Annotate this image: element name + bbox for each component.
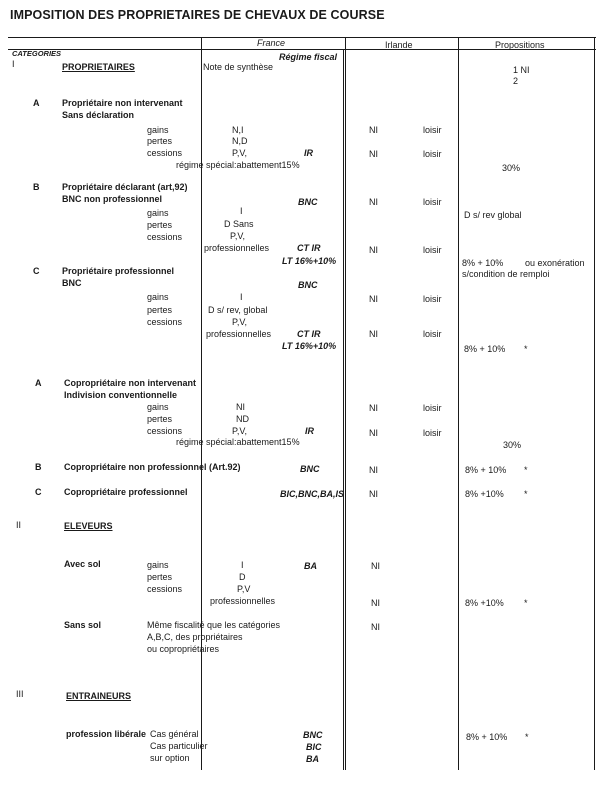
category-label: BNC non professionnel (62, 194, 163, 204)
category-label: Avec sol (64, 559, 101, 569)
proposition-text: 30% (503, 440, 522, 450)
row-value: N,I (232, 125, 244, 135)
row-label: pertes (147, 220, 173, 230)
irlande-value: NI (371, 622, 380, 632)
irlande-value: loisir (423, 245, 442, 255)
irlande-value: loisir (423, 125, 442, 135)
header-propositions: Propositions (495, 40, 545, 50)
category-label: Copropriétaire non professionnel (Art.92) (64, 462, 241, 472)
row-label: professionnelles (210, 596, 276, 606)
row-label: cessions (147, 584, 183, 594)
irlande-value: NI (371, 561, 380, 571)
row-value: I (241, 560, 244, 570)
proposition-text: 8% + 10% (462, 258, 504, 268)
section-number: III (16, 689, 24, 699)
category-label: profession libérale (66, 729, 147, 739)
note-synthese: Note de synthèse (203, 62, 274, 72)
category-label: Sans déclaration (62, 110, 135, 120)
page-title: IMPOSITION DES PROPRIETAIRES DE CHEVAUX DE COURSE (10, 8, 385, 22)
row-value: NI (236, 402, 245, 412)
row-label: cessions (147, 426, 183, 436)
header-categories: CATEGORIES (12, 49, 62, 58)
row-value: D Sans (224, 219, 254, 229)
regime-value: LT 16%+10% (282, 256, 337, 266)
table-top-border (8, 37, 596, 38)
proposition-text: 1 NI (513, 65, 530, 75)
asterisk: * (524, 489, 528, 499)
proposition-text: 2 (513, 76, 519, 86)
proposition-text: s/condition de remploi (462, 269, 550, 279)
header-irlande: Irlande (385, 40, 413, 50)
regime-value: IR (304, 148, 313, 158)
regime-value: BNC (303, 730, 323, 740)
row-value: P,V, (232, 148, 248, 158)
row-label: pertes (147, 414, 173, 424)
irlande-value: NI (369, 294, 378, 304)
category-letter: B (33, 182, 40, 192)
regime-value: CT IR (297, 329, 321, 339)
asterisk: * (524, 344, 528, 354)
category-letter: C (33, 266, 40, 276)
irlande-value: NI (369, 245, 378, 255)
row-label: sur option (150, 753, 190, 763)
category-letter: B (35, 462, 42, 472)
irlande-value: NI (369, 403, 378, 413)
row-label: gains (147, 402, 169, 412)
category-label: Propriétaire déclarant (art,92) (62, 182, 188, 192)
regime-value: BNC (298, 197, 318, 207)
category-letter: A (35, 378, 42, 388)
category-letter: C (35, 487, 42, 497)
row-label: gains (147, 560, 169, 570)
row-value: N,D (232, 136, 248, 146)
table-right-border (594, 37, 595, 770)
regime-value: BIC (306, 742, 322, 752)
row-label: pertes (147, 572, 173, 582)
section-title: PROPRIETAIRES (62, 62, 135, 72)
header-regime-fiscal: Régime fiscal (279, 52, 338, 62)
regime-value: BA (306, 754, 319, 764)
section-title: ELEVEURS (64, 521, 113, 531)
proposition-text: D s/ rev global (464, 210, 522, 220)
row-value: I (240, 206, 243, 216)
row-label: pertes (147, 136, 173, 146)
irlande-value: loisir (423, 197, 442, 207)
irlande-value: NI (369, 149, 378, 159)
row-value: D s/ rev, global (208, 305, 268, 315)
row-label: cessions (147, 317, 183, 327)
proposition-text: 8% + 10% (466, 732, 508, 742)
france-column-divider (201, 37, 202, 770)
row-label: gains (147, 292, 169, 302)
irlande-value: NI (369, 489, 378, 499)
row-label: pertes (147, 305, 173, 315)
asterisk: * (525, 732, 529, 742)
regime-value: BNC (298, 280, 318, 290)
category-label: Propriétaire professionnel (62, 266, 175, 276)
category-label: Copropriétaire professionnel (64, 487, 188, 497)
regime-value: BIC,BNC,BA,IS (280, 489, 345, 499)
irlande-value: NI (369, 197, 378, 207)
irlande-value: loisir (423, 149, 442, 159)
row-label: gains (147, 208, 169, 218)
asterisk: * (524, 465, 528, 475)
row-label: Cas général (150, 729, 199, 739)
row-value: ND (236, 414, 249, 424)
section-number: I (12, 59, 15, 69)
section-title: ENTRAINEURS (66, 691, 132, 701)
regime-value: IR (305, 426, 314, 436)
regime-note: régime spécial:abattement15% (176, 437, 300, 447)
category-label: BNC (62, 278, 82, 288)
regime-value: BNC (300, 464, 320, 474)
proposition-text: 8% + 10% (464, 344, 506, 354)
irlande-value: NI (369, 428, 378, 438)
proposition-text: 30% (502, 163, 521, 173)
row-label: cessions (147, 232, 183, 242)
row-label: Cas particulier (150, 741, 208, 751)
section-number: II (16, 520, 22, 530)
irlande-value: NI (371, 598, 380, 608)
regime-column-divider (343, 49, 344, 770)
category-label: Indivision conventionnelle (64, 390, 178, 400)
description-text: A,B,C, des propriétaires (147, 632, 243, 642)
proposition-text: ou exonération (525, 258, 585, 268)
row-label: cessions (147, 148, 183, 158)
category-label: Sans sol (64, 620, 102, 630)
regime-note: régime spécial:abattement15% (176, 160, 300, 170)
irlande-value: loisir (423, 294, 442, 304)
description-text: ou copropriétaires (147, 644, 220, 654)
category-label: Copropriétaire non intervenant (64, 378, 197, 388)
irlande-value: NI (369, 465, 378, 475)
irlande-value: NI (369, 125, 378, 135)
irlande-value: loisir (423, 403, 442, 413)
row-label: gains (147, 125, 169, 135)
regime-value: BA (304, 561, 317, 571)
row-value: P,V (237, 584, 251, 594)
row-value: P,V, (232, 426, 248, 436)
propositions-column-divider (458, 37, 459, 770)
category-label: Propriétaire non intervenant (62, 98, 183, 108)
irlande-column-divider (345, 37, 346, 770)
irlande-value: NI (369, 329, 378, 339)
proposition-text: 8% + 10% (465, 465, 507, 475)
regime-value: CT IR (297, 243, 321, 253)
row-label: professionnelles (206, 329, 272, 339)
regime-value: LT 16%+10% (282, 341, 337, 351)
proposition-text: 8% +10% (465, 489, 504, 499)
description-text: Même fiscalité que les catégories (147, 620, 281, 630)
category-letter: A (33, 98, 40, 108)
row-value: P,V, (232, 317, 248, 327)
irlande-value: loisir (423, 329, 442, 339)
row-label: professionnelles (204, 243, 270, 253)
asterisk: * (524, 598, 528, 608)
proposition-text: 8% +10% (465, 598, 504, 608)
row-value: I (240, 292, 243, 302)
header-france: France (257, 38, 286, 48)
row-value: P,V, (230, 231, 246, 241)
row-value: D (239, 572, 246, 582)
irlande-value: loisir (423, 428, 442, 438)
